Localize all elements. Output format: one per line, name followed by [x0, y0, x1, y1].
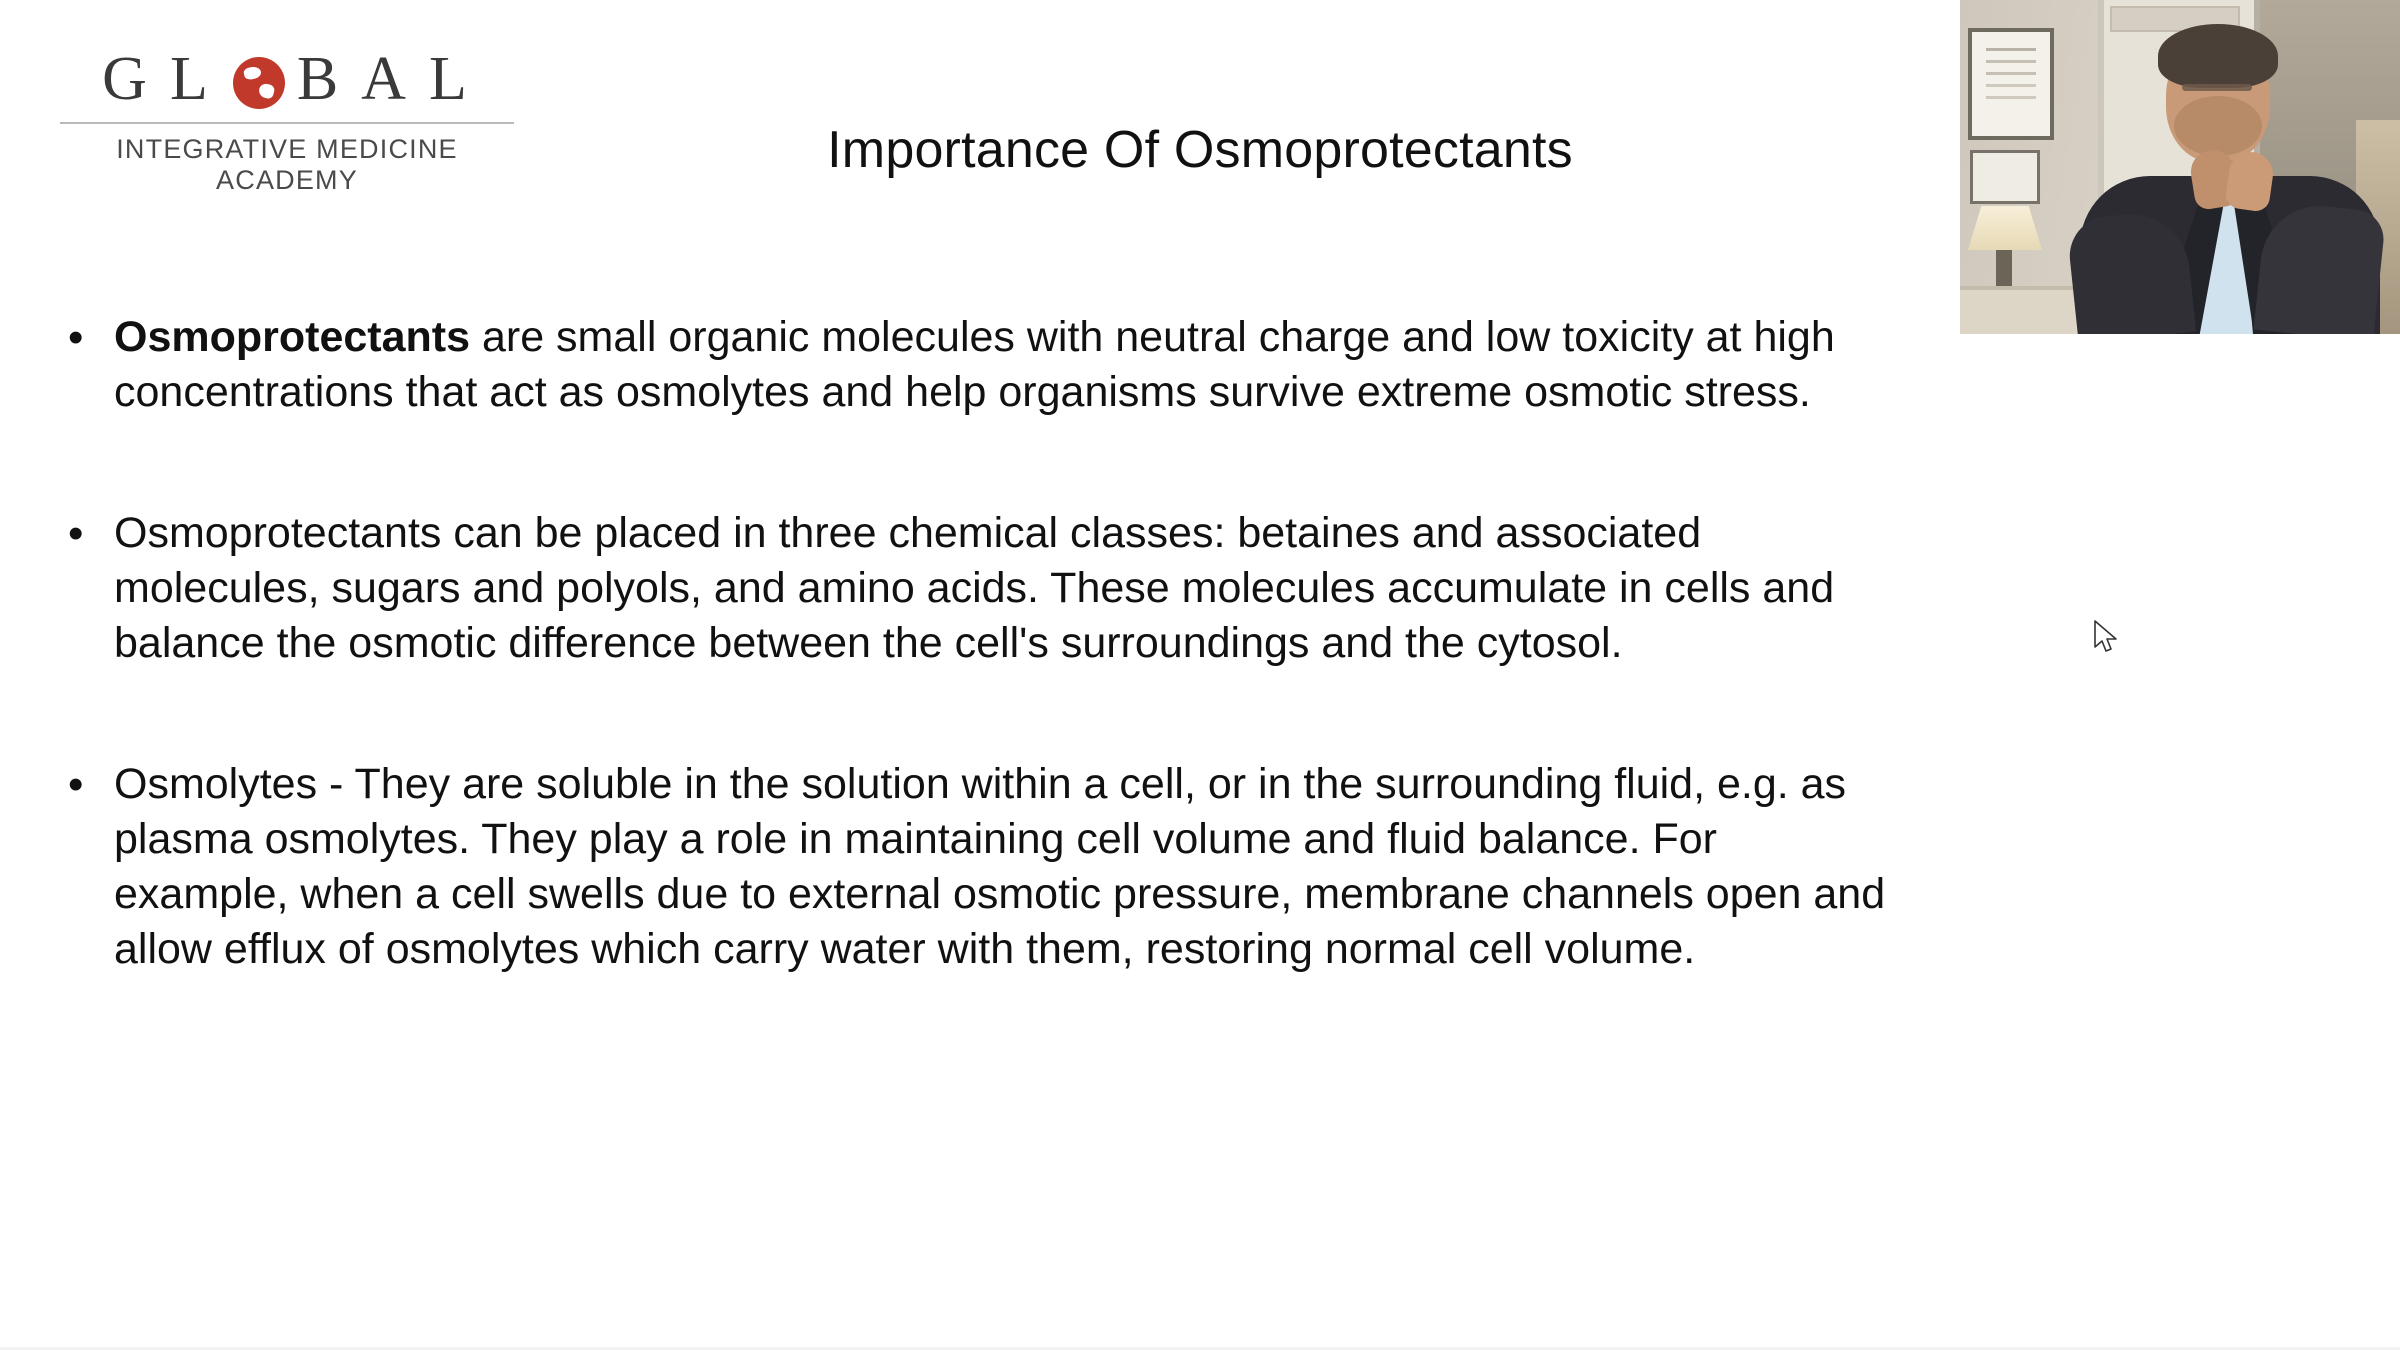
- presenter-hair: [2158, 24, 2278, 88]
- video-background-picture-frame: [1970, 150, 2040, 204]
- bullet-body: Osmolytes - They are soluble in the solution within a cell, or in the surrounding fluid, e.g. as plasma osmolytes. They play a role in maintaining cell volume and fluid balance. For example, when a cell swells due to external osmotic pressure, membrane channels open and allow efflux of osmolytes which carry water with them, restoring normal cell volume.: [114, 760, 1886, 973]
- bullet-marker-icon: •: [68, 509, 84, 558]
- logo-letter-b: B: [296, 45, 352, 113]
- logo-subtitle: INTEGRATIVE MEDICINE ACADEMY: [116, 134, 458, 195]
- logo-letter-a: A: [361, 45, 419, 113]
- logo-divider: [60, 122, 514, 124]
- list-item: [62, 506, 1902, 671]
- logo-letter-l2: L: [428, 45, 480, 113]
- bullet-marker-icon: •: [68, 313, 84, 362]
- bullet-body: Osmoprotectants can be placed in three chemical classes: betaines and associated molecules, sugars and polyols, and amino acids. These molecules accumulate in cells and balance the osmotic difference between the cell's surroundings and the cytosol.: [114, 509, 1835, 667]
- presenter-face-shadow: [2174, 96, 2262, 156]
- bullet-text: [114, 310, 1902, 420]
- presenter-brow: [2182, 84, 2252, 91]
- logo-wordmark: [52, 45, 522, 113]
- page-title: Importance Of Osmoprotectants: [827, 121, 1573, 179]
- presenter-video-thumbnail[interactable]: [1960, 0, 2400, 334]
- bullet-lead: Osmoprotectants: [114, 313, 471, 361]
- list-item: [62, 757, 1902, 977]
- bullet-text: [114, 757, 1902, 977]
- bullet-marker-icon: •: [68, 760, 84, 809]
- bullet-text: [114, 506, 1902, 671]
- list-item: [62, 310, 1902, 420]
- video-background-certificate-frame: [1968, 28, 2054, 140]
- video-background-counter: [1960, 286, 2092, 334]
- logo-letter-l: L: [169, 45, 221, 113]
- logo-letter-g: G: [102, 45, 160, 113]
- video-background-lamp-base: [1996, 250, 2012, 290]
- globe-icon: [233, 57, 285, 109]
- slide-body: [62, 310, 1902, 1063]
- global-integrative-medicine-academy-logo: [52, 45, 522, 196]
- bullet-body: are small organic molecules with neutral charge and low toxicity at high concentrations that act as osmolytes and help organisms survive extreme osmotic stress.: [114, 313, 1835, 416]
